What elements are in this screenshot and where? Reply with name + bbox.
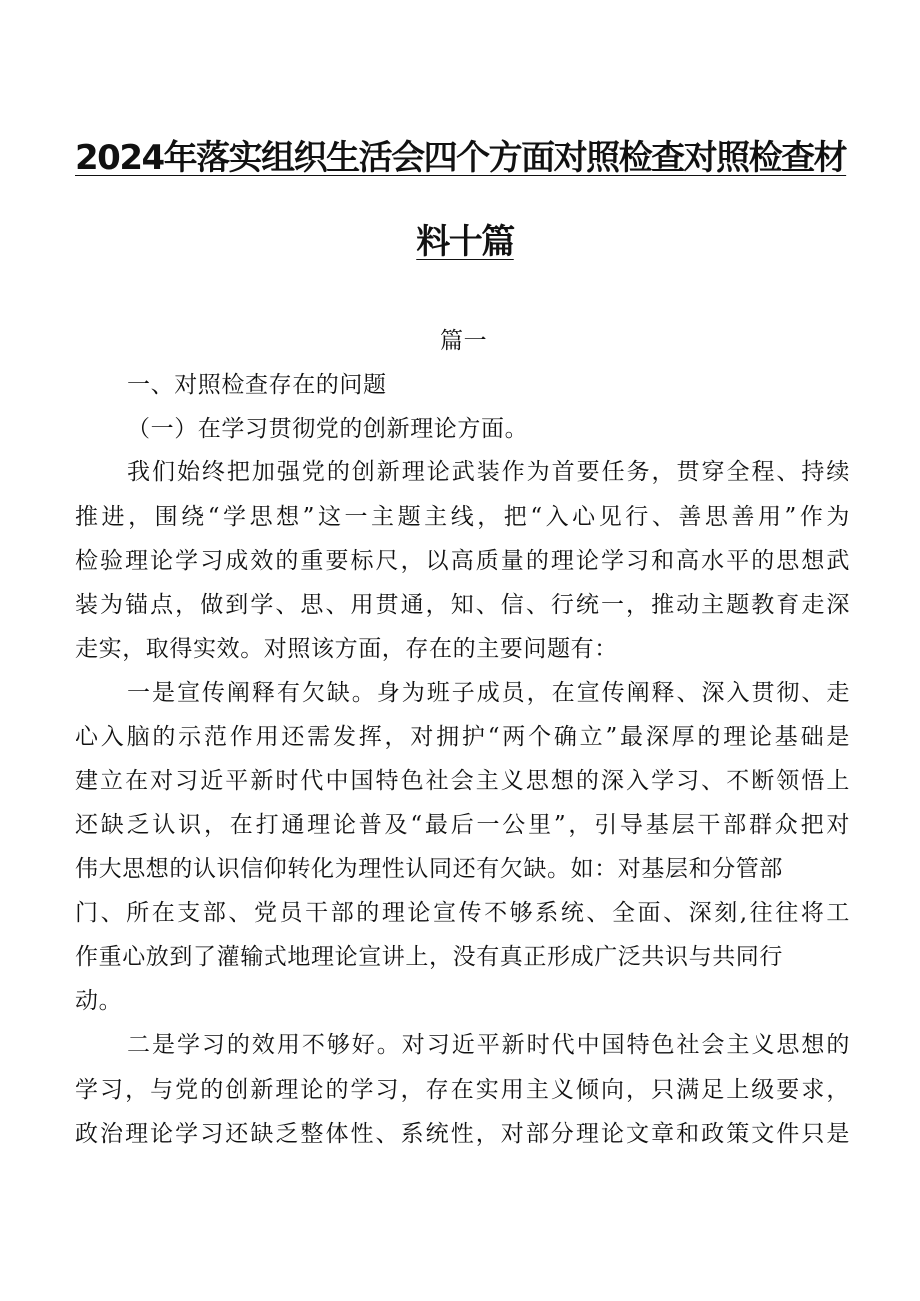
section-label: 篇一: [440, 328, 488, 354]
paragraph-2-line: 一是宣传阐释有欠缺。身为班子成员，在宣传阐释、深入贯彻、走: [127, 680, 850, 706]
document-title-line-1: 2024年落实组织生活会四个方面对照检查对照检查材: [75, 138, 847, 178]
paragraph-3-line: 二是学习的效用不够好。对习近平新时代中国特色社会主义思想的: [127, 1032, 850, 1058]
paragraph-1-line: 我们始终把加强党的创新理论武装作为首要任务，贯穿全程、持续: [127, 459, 850, 485]
paragraph-2-line: 建立在对习近平新时代中国特色社会主义思想的深入学习、不断领悟上: [75, 768, 850, 794]
paragraph-2-line: 还缺乏认识，在打通理论普及“最后一公里”，引导基层干部群众把对: [75, 812, 850, 838]
paragraph-1-line: 推进，围绕“学思想”这一主题主线，把“入心见行、善思善用”作为: [75, 504, 850, 530]
paragraph-2-line: 伟大思想的认识信仰转化为理性认同还有欠缺。如：对基层和分管部: [75, 856, 783, 882]
document-title-line-2: 料十篇: [416, 222, 514, 262]
paragraph-2-line: 心入脑的示范作用还需发挥，对拥护“两个确立”最深厚的理论基础是: [75, 724, 850, 750]
subsection-heading: （一）在学习贯彻党的创新理论方面。: [127, 416, 529, 442]
section-heading: 一、对照检查存在的问题: [127, 372, 387, 398]
paragraph-1-line: 走实，取得实效。对照该方面，存在的主要问题有：: [75, 636, 618, 662]
paragraph-3-line: 学习，与党的创新理论的学习，存在实用主义倾向，只满足上级要求，: [75, 1077, 850, 1103]
paragraph-2-line: 作重心放到了灌输式地理论宣讲上，没有真正形成广泛共识与共同行: [75, 944, 783, 970]
paragraph-2-line: 动。: [75, 988, 123, 1014]
paragraph-3-line: 政治理论学习还缺乏整体性、系统性，对部分理论文章和政策文件只是: [75, 1121, 850, 1147]
paragraph-1-line: 装为锚点，做到学、思、用贯通，知、信、行统一，推动主题教育走深: [75, 592, 850, 618]
paragraph-2-line: 门、所在支部、党员干部的理论宣传不够系统、全面、深刻,往往将工: [75, 900, 850, 926]
paragraph-1-line: 检验理论学习成效的重要标尺，以高质量的理论学习和高水平的思想武: [75, 548, 850, 574]
